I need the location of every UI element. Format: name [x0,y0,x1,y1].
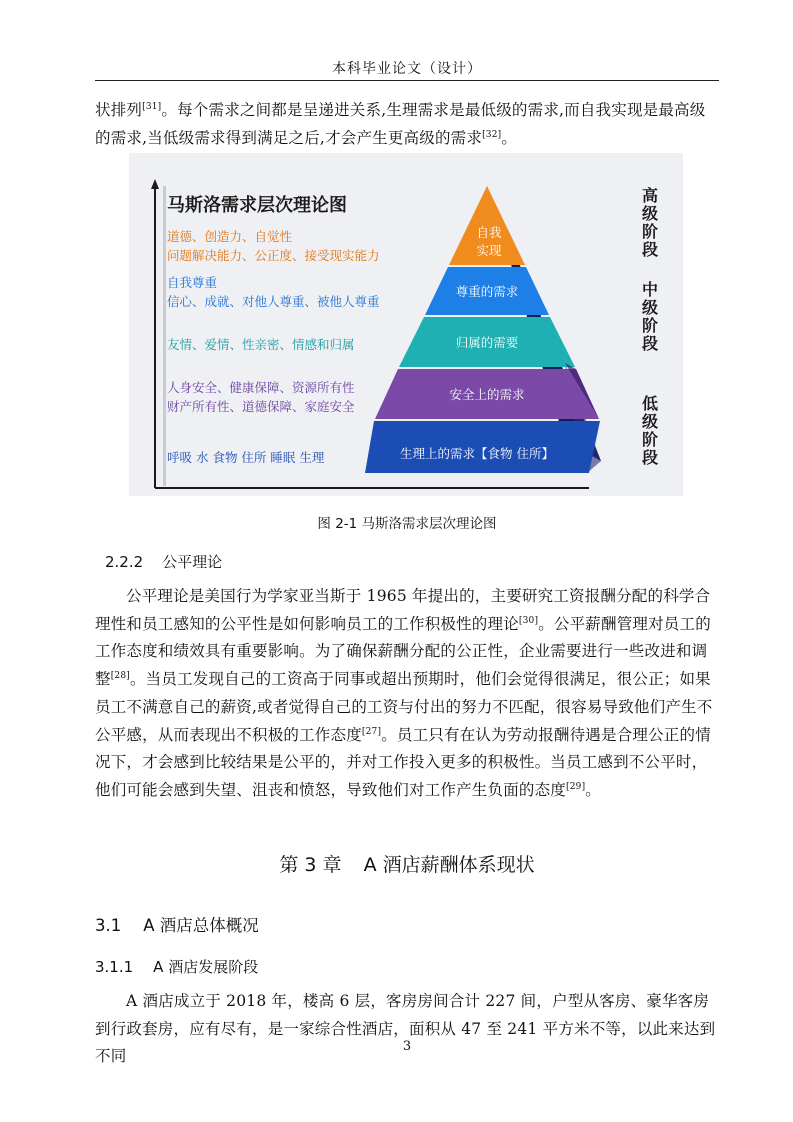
figure-caption: 图 2-1 马斯洛需求层次理论图 [317,516,497,532]
maslow-figure [129,153,683,496]
citation: [29] [566,781,586,792]
pyramid-label: 实现 [476,243,502,258]
pyramid-label: 生理上的需求【食物 住所】 [400,446,554,461]
citation: [31] [142,102,162,112]
level-description: 呼吸 水 食物 住所 睡眠 生理 [167,450,325,465]
page-number: 3 [402,1039,412,1054]
pyramid-label: 自我 [476,225,502,240]
figure-title: 马斯洛需求层次理论图 [167,195,347,216]
stage-label-low: 低级阶段 [641,394,659,467]
section-heading-3-1-1: 3.1.1 A 酒店发展阶段 [95,958,259,976]
level-description: 道德、创造力、自觉性 [167,229,293,244]
level-description: 问题解决能力、公正度、接受现实能力 [167,248,380,263]
section-heading-3-1: 3.1 A 酒店总体概况 [95,916,259,935]
header-divider [95,80,719,81]
maslow-pyramid-svg [129,153,683,496]
stage-label-high: 高级阶段 [641,186,659,259]
level-description: 人身安全、健康保障、资源所有性 [167,380,355,395]
level-description: 自我尊重 [167,275,218,290]
hotel-overview-paragraph: A 酒店成立于 2018 年，楼高 6 层，客房房间合计 227 间，户型从客房、豪华客房到行政套房，应有尽有，是一家综合性酒店，面积从 47 至 241 平方米不等，以此来达到不同 [95,992,716,1066]
citation: [28] [110,671,130,682]
level-description: 信心、成就、对他人尊重、被他人尊重 [167,294,380,309]
chapter-heading: 第 3 章 A 酒店薪酬体系现状 [279,854,535,876]
pyramid-label: 尊重的需求 [455,284,519,299]
pyramid-label: 安全上的需求 [449,387,525,402]
citation: [27] [361,726,382,737]
equity-theory-paragraph: 公平理论是美国行为学家亚当斯于 1965 年提出的，主要研究工资报酬分配的科学合理性和员工感知的公平性是如何影响员工的工作积极性的理论[30]。公平薪酬管理对员工的工作态度和绩效具有重要影响。为了确保薪酬分配的公正性，企业需要进行一些改进和调整[28]。当员工发现自己的工资高于同事或超出预期时，他们会觉得很满足，很公正；如果员工不满意自己的薪资,或者觉得自己的工资与付出的努力不匹配，很容易导致他们产生不公平感，从而表现出不积极的工作态度[27]。员工只有在认为劳动报酬待遇是合理公正的情况下，才会感到比较结果是公平的，并对工作投入更多的积极性。当员工感到不公平时，他们可能会感到失望、沮丧和愤怒，导致他们对工作产生负面的态度[29]。 [95,587,713,799]
level-description: 财产所有性、道德保障、家庭安全 [167,399,355,414]
stage-label-mid: 中级阶段 [641,280,659,353]
intro-paragraph: 状排列[31]。每个需求之间都是呈递进关系,生理需求是最低级的需求,而自我实现是最高级 的需求,当低级需求得到满足之后,才会产生更高级的需求[32]。 [95,101,706,147]
level-description: 友情、爱情、性亲密、情感和归属 [167,337,355,352]
citation: [30] [518,615,539,626]
citation: [32] [482,129,502,140]
page-header: 本科毕业论文（设计） [332,61,482,77]
pyramid-label: 归属的需要 [455,335,519,350]
section-heading-2-2-2: 2.2.2 公平理论 [105,553,223,571]
